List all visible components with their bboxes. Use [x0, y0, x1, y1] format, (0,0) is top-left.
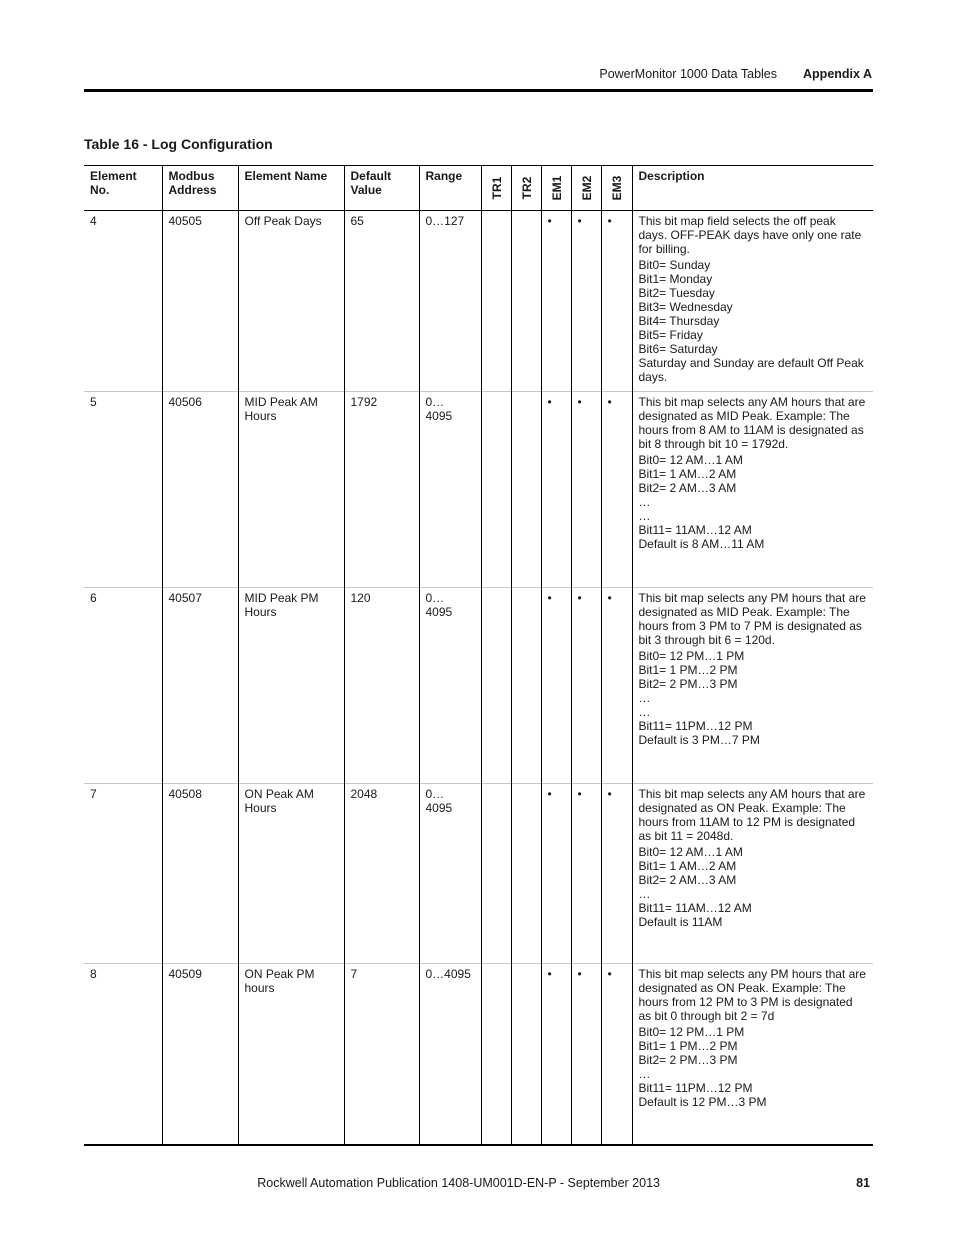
- description-line: Bit2= 2 AM…3 AM: [638, 873, 737, 887]
- cell-em1: •: [541, 588, 571, 784]
- description-line: Bit11= 11AM…12 AM: [638, 901, 752, 915]
- cell-em3: •: [601, 588, 632, 784]
- col-header-default-value: Default Value: [344, 166, 419, 211]
- page-number: 81: [856, 1176, 870, 1190]
- description-line: Bit11= 11PM…12 PM: [638, 719, 753, 733]
- col-header-em3: [601, 166, 632, 211]
- description-line: …: [638, 887, 651, 901]
- running-header: [84, 64, 872, 84]
- col-header-em1: [541, 166, 571, 211]
- description-line: Bit1= Monday: [638, 272, 713, 286]
- col-header-tr2: [511, 166, 541, 211]
- cell-em2: •: [571, 964, 601, 1145]
- cell-default-value: 1792: [344, 392, 419, 588]
- cell-range: 0…4095: [419, 964, 481, 1145]
- cell-tr2: [511, 392, 541, 588]
- description-line: …: [638, 691, 651, 705]
- description-line: Bit4= Thursday: [638, 314, 720, 328]
- cell-element-no: 6: [90, 591, 97, 605]
- cell-default-value: 7: [344, 964, 419, 1145]
- col-header-description: Description: [632, 166, 873, 211]
- cell-tr2: [511, 211, 541, 392]
- log-configuration-table: [84, 165, 873, 1146]
- cell-modbus-address: 40509: [162, 964, 238, 1145]
- col-header-modbus-address: Modbus Address: [162, 166, 238, 211]
- description-bit-list: [639, 453, 868, 551]
- description-line: Bit1= 1 AM…2 AM: [638, 859, 737, 873]
- description-intro: This bit map selects any AM hours that are designated as MID Peak. Example: The hours from 8 AM to 11AM is designated as bit 8 through bit 10 = 1792d.: [638, 395, 866, 451]
- table-row: [84, 392, 873, 588]
- cell-em2: •: [571, 588, 601, 784]
- table-row: [84, 588, 873, 784]
- description-line: Bit2= 2 AM…3 AM: [638, 481, 737, 495]
- cell-tr2: [511, 588, 541, 784]
- cell-element-no: 4: [90, 214, 97, 228]
- cell-description: [632, 964, 873, 1145]
- col-header-tr2-label: TR2: [519, 176, 534, 200]
- description-line: Default is 11AM: [638, 915, 723, 929]
- description-line: Bit0= 12 PM…1 PM: [638, 649, 745, 663]
- cell-tr1: [481, 964, 511, 1145]
- cell-element-name: Off Peak Days: [238, 211, 344, 392]
- header-doc-title: PowerMonitor 1000 Data Tables: [599, 67, 778, 81]
- cell-element-name: MID Peak AM Hours: [238, 392, 344, 588]
- description-line: Default is 8 AM…11 AM: [638, 537, 765, 551]
- description-bit-list: [639, 258, 868, 384]
- col-header-em2-label: EM2: [579, 175, 594, 201]
- cell-range: 0… 4095: [419, 588, 481, 784]
- col-header-em2: [571, 166, 601, 211]
- description-line: Bit2= 2 PM…3 PM: [638, 1053, 738, 1067]
- description-line: Bit1= 1 PM…2 PM: [638, 1039, 738, 1053]
- description-line: Bit2= Tuesday: [638, 286, 715, 300]
- description-line: Saturday and Sunday are default Off Peak days.: [638, 356, 864, 384]
- table-row: [84, 964, 873, 1145]
- description-line: …: [638, 495, 651, 509]
- table-row: [84, 784, 873, 964]
- cell-em2: •: [571, 784, 601, 964]
- cell-tr2: [511, 784, 541, 964]
- footer-publication: Rockwell Automation Publication 1408-UM001D-EN-P - September 2013: [257, 1176, 660, 1190]
- description-line: Bit11= 11PM…12 PM: [638, 1081, 753, 1095]
- cell-range: 0… 4095: [419, 784, 481, 964]
- cell-modbus-address: 40507: [162, 588, 238, 784]
- col-header-tr1-label: TR1: [489, 176, 504, 200]
- description-intro: This bit map field selects the off peak days. OFF-PEAK days have only one rate for billing.: [638, 214, 862, 256]
- cell-default-value: 65: [344, 211, 419, 392]
- header-rule: [84, 89, 873, 92]
- description-line: Bit0= 12 AM…1 AM: [638, 453, 743, 467]
- cell-em2: •: [571, 392, 601, 588]
- description-bit-list: [639, 845, 868, 929]
- cell-tr2: [511, 964, 541, 1145]
- cell-range: 0…127: [419, 211, 481, 392]
- header-appendix: Appendix A: [803, 67, 872, 81]
- description-intro: This bit map selects any AM hours that are designated as ON Peak. Example: The hours from 11AM to 12 PM is designated as bit 11 = 2048d.: [638, 787, 866, 843]
- description-line: Bit6= Saturday: [638, 342, 718, 356]
- description-line: Bit3= Wednesday: [638, 300, 733, 314]
- description-line: Bit11= 11AM…12 AM: [638, 523, 752, 537]
- description-bit-list: [639, 1025, 868, 1109]
- table-row: [84, 211, 873, 392]
- cell-element-no: 5: [90, 395, 97, 409]
- description-line: Bit5= Friday: [638, 328, 703, 342]
- description-line: Bit1= 1 PM…2 PM: [638, 663, 738, 677]
- cell-em1: •: [541, 211, 571, 392]
- col-header-element-no: Element No.: [90, 169, 137, 197]
- description-line: Bit1= 1 AM…2 AM: [638, 467, 737, 481]
- col-header-em1-label: EM1: [549, 175, 564, 201]
- cell-em1: •: [541, 392, 571, 588]
- cell-modbus-address: 40505: [162, 211, 238, 392]
- cell-em3: •: [601, 392, 632, 588]
- table-header-row: [84, 166, 873, 211]
- description-bit-list: [639, 649, 868, 747]
- cell-em3: •: [601, 964, 632, 1145]
- description-intro: This bit map selects any PM hours that are designated as ON Peak. Example: The hours from 12 PM to 3 PM is designated as bit 0 through bit 2 = 7d: [638, 967, 866, 1023]
- cell-element-name: ON Peak PM hours: [238, 964, 344, 1145]
- description-line: Bit0= 12 AM…1 AM: [638, 845, 743, 859]
- description-line: Default is 12 PM…3 PM: [638, 1095, 767, 1109]
- cell-description: [632, 392, 873, 588]
- description-intro: This bit map selects any PM hours that are designated as MID Peak. Example: The hours from 3 PM to 7 PM is designated as bit 3 through bit 6 = 120d.: [638, 591, 866, 647]
- cell-default-value: 120: [344, 588, 419, 784]
- running-footer: [84, 1176, 872, 1194]
- description-line: Bit0= 12 PM…1 PM: [638, 1025, 745, 1039]
- table-caption: Table 16 - Log Configuration: [84, 136, 273, 152]
- cell-tr1: [481, 211, 511, 392]
- cell-tr1: [481, 588, 511, 784]
- cell-description: [632, 784, 873, 964]
- description-line: Bit0= Sunday: [638, 258, 711, 272]
- cell-modbus-address: 40506: [162, 392, 238, 588]
- description-line: …: [638, 1067, 651, 1081]
- footer-rule: [84, 1145, 873, 1146]
- col-header-em3-label: EM3: [609, 175, 624, 201]
- cell-em1: •: [541, 964, 571, 1145]
- description-line: …: [638, 705, 651, 719]
- cell-modbus-address: 40508: [162, 784, 238, 964]
- description-line: Bit2= 2 PM…3 PM: [638, 677, 738, 691]
- cell-range: 0… 4095: [419, 392, 481, 588]
- cell-em2: •: [571, 211, 601, 392]
- cell-element-name: ON Peak AM Hours: [238, 784, 344, 964]
- col-header-range: Range: [419, 166, 481, 211]
- col-header-element-name: Element Name: [238, 166, 344, 211]
- cell-element-no: 7: [90, 787, 97, 801]
- description-line: Default is 3 PM…7 PM: [638, 733, 760, 747]
- cell-default-value: 2048: [344, 784, 419, 964]
- cell-tr1: [481, 784, 511, 964]
- cell-element-name: MID Peak PM Hours: [238, 588, 344, 784]
- cell-em3: •: [601, 211, 632, 392]
- cell-element-no: 8: [90, 967, 97, 981]
- cell-description: [632, 588, 873, 784]
- col-header-tr1: [481, 166, 511, 211]
- cell-em1: •: [541, 784, 571, 964]
- description-line: …: [638, 509, 651, 523]
- cell-description: [632, 211, 873, 392]
- cell-em3: •: [601, 784, 632, 964]
- cell-tr1: [481, 392, 511, 588]
